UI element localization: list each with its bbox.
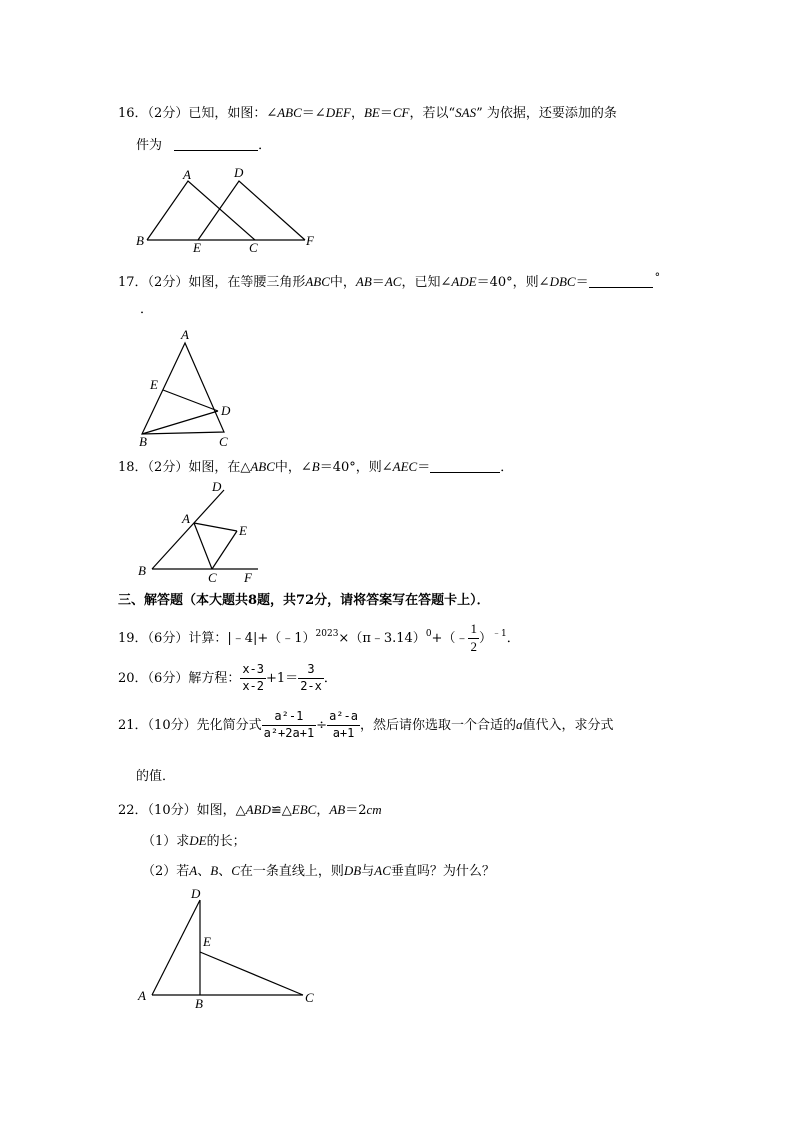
section-heading: 三、解答题（本大题共8题，共72分，请将答案写在答题卡上）． — [118, 593, 490, 608]
label-B: B — [136, 233, 144, 248]
q18-line1: 18．（2分）如图，在△ABC中，∠B＝40°，则∠AEC＝ ． — [118, 459, 514, 475]
label-D: D — [234, 165, 244, 180]
label-E: E — [203, 934, 211, 949]
label-F: F — [306, 233, 314, 248]
q17-period: ． — [140, 302, 154, 317]
label-C: C — [219, 434, 228, 449]
label-A: A — [181, 327, 189, 342]
label-B: B — [195, 996, 203, 1011]
label-D: D — [221, 403, 231, 418]
q19-line: 19．（6分）计算：|﹣4|+（﹣1）$^{2023}$×（π﹣3.14）$^0$+（﹣ $\frac{1}{2}$ ）$^{﹣1}$． — [118, 621, 520, 654]
figure-q18 — [130, 478, 270, 586]
label-A: A — [182, 511, 190, 526]
label-B: B — [138, 563, 146, 578]
q16-line1: 16．（2分）已知，如图：∠ABC＝∠DEF，BE＝CF，若以“SAS” 为依据，还要添加的条 — [118, 105, 617, 121]
q17-line1: 17．（2分）如图，在等腰三角形ABC中，AB＝AC，已知∠ADE＝40°，则∠DBC＝ ° — [118, 271, 661, 290]
q21-line2: 的值． — [136, 769, 176, 784]
q16-line2: 件为 ． — [136, 138, 272, 153]
answer-blank[interactable] — [589, 274, 653, 288]
answer-blank[interactable] — [430, 459, 500, 473]
q21-line1: 21．（10分）先化简分式 $\frac{\text{a²-1}}{\text{a²+2a+1}}$ ÷ $\frac{\text{a²-a}}{a+1}$ ，然后请你选取一个合适的a值代入，求分式 — [118, 709, 614, 740]
label-A: A — [183, 167, 191, 182]
answer-blank[interactable] — [174, 137, 258, 151]
q20-line: 20．（6分）解方程： $\frac{x-3}{x-2}$ +1＝ $\frac{3}{2-x}$ ． — [118, 662, 337, 693]
label-F: F — [244, 570, 252, 585]
label-D: D — [191, 886, 201, 901]
label-B: B — [139, 434, 147, 449]
label-C: C — [305, 990, 314, 1005]
label-C: C — [208, 570, 217, 585]
q22-sub2: （2）若A、B、C在一条直线上，则DB与AC垂直吗？为什么？ — [142, 863, 495, 879]
figure-q17 — [130, 325, 250, 450]
figure-q22 — [130, 882, 330, 1012]
label-C: C — [249, 240, 258, 255]
figure-q16 — [130, 160, 330, 260]
label-E: E — [193, 240, 201, 255]
label-E: E — [150, 377, 158, 392]
label-A: A — [138, 988, 146, 1003]
label-E: E — [239, 523, 247, 538]
label-D: D — [212, 479, 222, 494]
q22-line1: 22．（10分）如图，△ABD≌△EBC，AB＝2cm — [118, 802, 382, 818]
q22-sub1: （1）求DE的长； — [142, 833, 246, 849]
